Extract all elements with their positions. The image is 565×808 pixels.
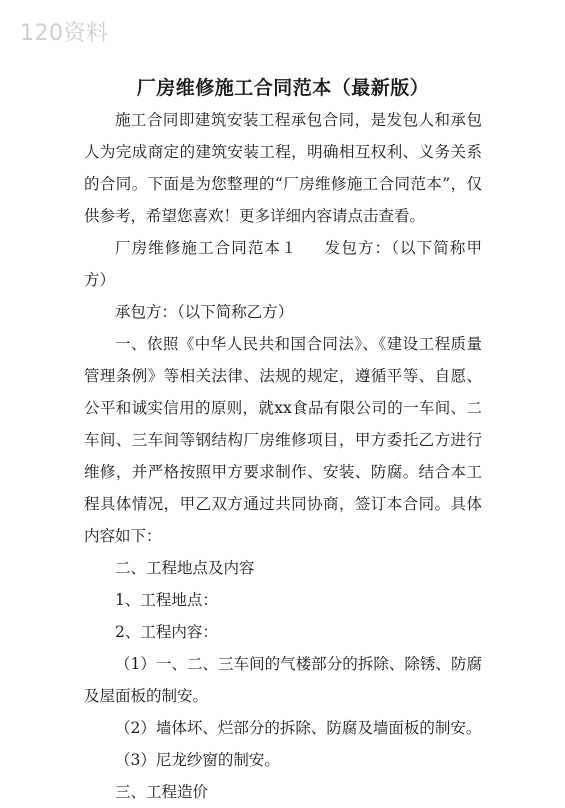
section-two-heading: 二、工程地点及内容 — [115, 559, 255, 577]
contract-heading: 厂房维修施工合同范本１ — [115, 239, 298, 257]
content-item-1: （1）一、二、三车间的气楼部分的拆除、除锈、防腐及屋面板的制安。 — [84, 655, 482, 705]
clause-one-paragraph: 一、依照《中华人民共和国合同法》、《建设工程质量管理条例》等相关法律、法规的规定，遵循平等、自愿、公平和诚实信用的原则，就xx食品有限公司的一车间、二车间、三车间等钢结构厂房维修项目，甲方委托乙方进行维修，并严格按照甲方要求制作、安装、防腐。结合本工程具体情况，甲乙双方通过共同协商，签订本合同。具体内容如下： — [84, 335, 482, 545]
content-item-2: （2）墙体坏、烂部分的拆除、防腐及墙面板的制安。 — [115, 719, 482, 737]
intro-paragraph: 施工合同即建筑安装工程承包合同，是发包人和承包人为完成商定的建筑安装工程，明确相互权利、义务关系的合同。下面是为您整理的“厂房维修施工合同范本”，仅供参考，希望您喜欢！更多详细内容请点击查看。 — [84, 111, 482, 225]
party-a-label: 发包方：（以下简称甲方） — [84, 239, 482, 289]
project-location-line: 1、工程地点： — [115, 591, 218, 609]
contract-heading-line — [84, 232, 482, 296]
document-title: 厂房维修施工合同范本（最新版） — [136, 77, 430, 99]
section-three-heading: 三、工程造价 — [115, 783, 209, 801]
content-item-3: （3）尼龙纱窗的制安。 — [115, 751, 280, 769]
watermark-logo: 120资料 — [20, 21, 109, 46]
document-page — [84, 74, 482, 808]
project-content-line: 2、工程内容： — [115, 623, 218, 641]
party-b-label: 承包方：（以下简称乙方） — [115, 303, 294, 321]
